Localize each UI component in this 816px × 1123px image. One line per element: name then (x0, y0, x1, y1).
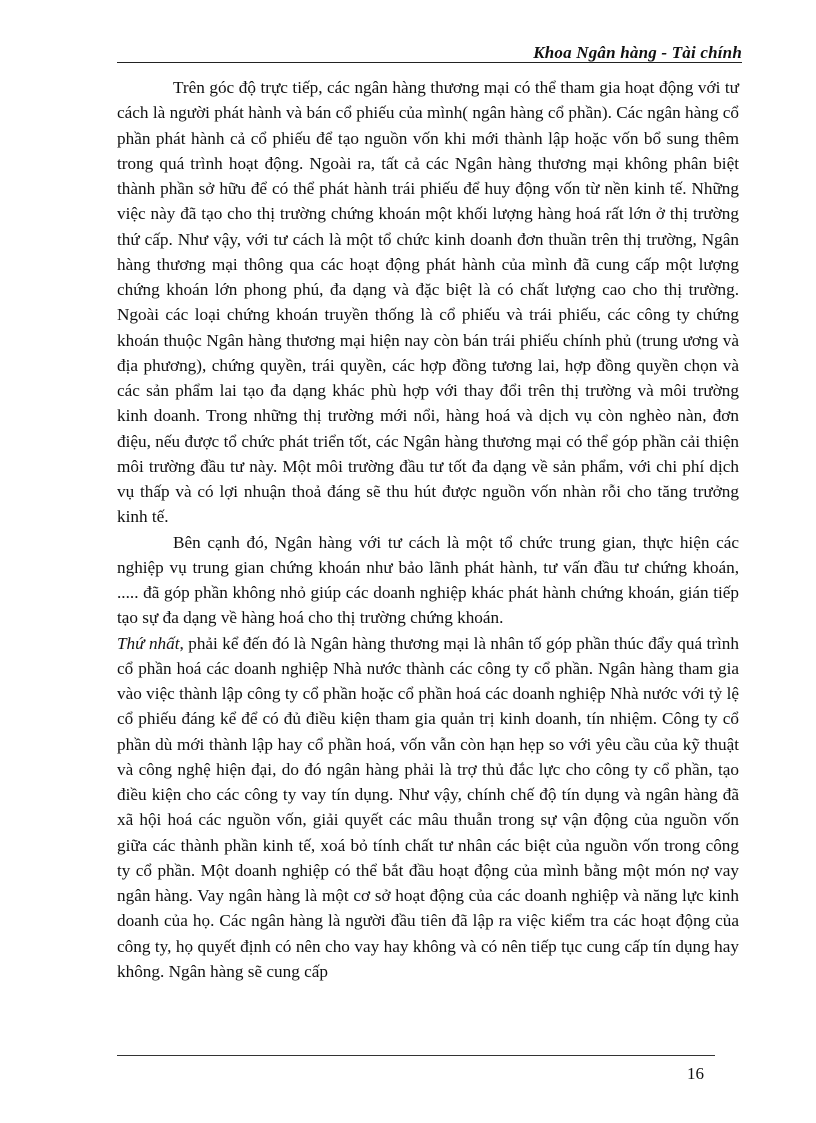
page-number: 16 (687, 1064, 704, 1083)
paragraph-3-rest: , phải kể đến đó là Ngân hàng thương mại là nhân tố góp phần thúc đẩy quá trình cổ phần hoá các doanh nghiệp Nhà nước thành các công ty cổ phần. Ngân hàng tham gia vào việc thành lập công ty cổ phần hoặc cổ phần hoá các doanh nghiệp Nhà nước với tỷ lệ cổ phiếu đáng kể để có đủ điều kiện tham gia quản trị kinh doanh, tín nhiệm. Công ty cổ phần dù mới thành lập hay cổ phần hoá, vốn vẫn còn hạn hẹp so với yêu cầu của kỹ thuật và công nghệ hiện đại, do đó ngân hàng phải là trợ thủ đắc lực cho công ty cổ phần, tạo điều kiện cho các công ty vay tín dụng. Như vậy, chính chế độ tín dụng và ngân hàng đã xã hội hoá các nguồn vốn, giải quyết các mâu thuẫn trong sự vận động của nguồn vốn giữa các thành phần kinh tế, xoá bỏ tính chất tư nhân các biệt của nguồn vốn trong công ty cổ phần. Một doanh nghiệp có thể bắt đầu hoạt động của mình bằng một món nợ vay ngân hàng. Vay ngân hàng là một cơ sở hoạt động của các doanh nghiệp và năng lực kinh doanh của họ. Các ngân hàng là người đầu tiên đã lập ra việc kiểm tra các hoạt động của công ty, họ quyết định có nên cho vay hay không và có nên tiếp tục cung cấp tín dụng hay không. Ngân hàng sẽ cung cấp (117, 633, 739, 981)
paragraph-3-lead: Thứ nhất (117, 633, 180, 653)
header-rule (117, 62, 742, 63)
paragraph-1: Trên góc độ trực tiếp, các ngân hàng thương mại có thể tham gia hoạt động với tư cách là người phát hành và bán cổ phiếu của mình( ngân hàng cổ phần). Các ngân hàng cổ phần phát hành cả cổ phiếu để tạo nguồn vốn khi mới thành lập hoặc vốn bổ sung thêm trong quá trình hoạt động. Ngoài ra, tất cả các Ngân hàng thương mại không phân biệt thành phần sở hữu để có thể phát hành trái phiếu để huy động vốn từ nền kinh tế. Những việc này đã tạo cho thị trường chứng khoán một khối lượng hàng hoá rất lớn ở thị trường thứ cấp. Như vậy, với tư cách là một tổ chức kinh doanh đơn thuần trên thị trường, Ngân hàng thương mại thông qua các hoạt động phát hành của mình đã cung cấp một lượng chứng khoán lớn phong phú, đa dạng và đặc biệt là có chất lượng cao cho thị trường. Ngoài các loại chứng khoán truyền thống là cổ phiếu và trái phiếu, các công ty chứng khoán thuộc Ngân hàng thương mại hiện nay còn bán trái phiếu chính phủ (trung ương và địa phương), chứng quyền, trái quyền, các hợp đồng tương lai, hợp đồng quyền chọn và các sản phẩm lai tạo đa dạng khác phù hợp với thay đổi trên thị trường và môi trường kinh doanh. Trong những thị trường mới nổi, hàng hoá và dịch vụ còn nghèo nàn, đơn điệu, nếu được tổ chức phát triển tốt, các Ngân hàng thương mại có thể góp phần cải thiện môi trường đầu tư này. Một môi trường đầu tư tốt đa dạng về sản phẩm, với chi phí dịch vụ thấp và có lợi nhuận thoả đáng sẽ thu hút được nguồn vốn nhàn rỗi cho tăng trưởng kinh tế. (117, 78, 739, 527)
header-department: Khoa Ngân hàng - Tài chính (533, 43, 742, 62)
paragraph-3 (117, 631, 739, 985)
footer-rule (117, 1055, 715, 1056)
paragraph-2: Bên cạnh đó, Ngân hàng với tư cách là một tổ chức trung gian, thực hiện các nghiệp vụ trung gian chứng khoán như bảo lãnh phát hành, tư vấn đầu tư chứng khoán, ..... đã góp phần không nhỏ giúp các doanh nghiệp khác phát hành chứng khoán, gián tiếp tạo sự đa dạng về hàng hoá cho thị trường chứng khoán. (117, 532, 739, 628)
document-body (117, 75, 739, 984)
